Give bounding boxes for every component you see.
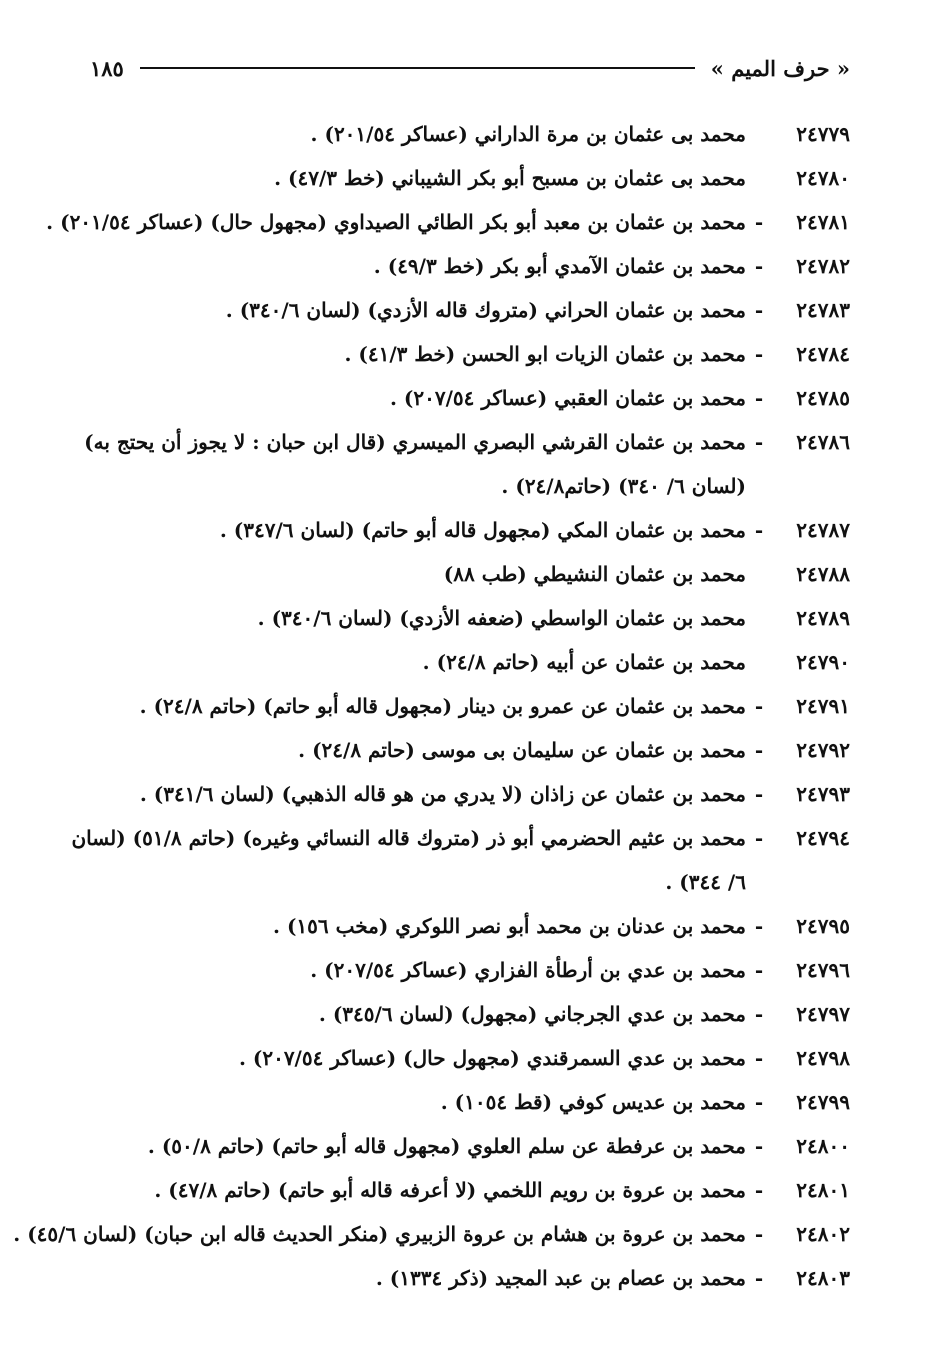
entry-number: ٢٤٧٨٩ [796,606,850,630]
entry-row [60,596,850,640]
entry-separator: - [754,1002,764,1026]
entry-text: محمد بن عثمان عن عمرو بن دينار (مجهول قاله أبو حاتم) (حاتم ٢٤/٨) . [139,694,746,718]
entry-text: محمد بن عدي السمرقندي (مجهول حال) (عساكر ٢٠٧/٥٤) . [238,1046,746,1070]
entry-number: ٢٤٧٨٣ [796,298,850,322]
entry-separator: - [754,1046,764,1070]
entry-number: ٢٤٧٩٥ [796,914,850,938]
entry-row [60,156,850,200]
entry-row [60,904,850,948]
entry-row [60,1080,850,1124]
entry-number: ٢٤٧٨٠ [796,166,850,190]
entry-text: محمد بن عثمان عن أبيه (حاتم ٢٤/٨) . [422,650,746,674]
entry-row [60,948,850,992]
entry-separator: - [754,782,764,806]
entry-row [46,200,850,244]
entry-text: محمد بن عرفطة عن سلم العلوي (مجهول قاله أبو حاتم) (حاتم ٥٠/٨) . [147,1134,746,1158]
entry-number: ٢٤٨٠٠ [796,1134,850,1158]
entry-number: ٢٤٧٩٩ [796,1090,850,1114]
entry-row [60,1168,850,1212]
entry-text: محمد بن عديس كوفي (قط ١٠٥٤) . [440,1090,746,1114]
entry-number: ٢٤٧٧٩ [796,122,850,146]
entry-row [60,332,850,376]
entry-row [60,420,850,508]
entry-text: محمد بى عثمان بن مرة الداراني (عساكر ٢٠١/٥٤) . [310,122,746,146]
entry-text: محمد بن عثمان النشيطي (طب ٨٨) [443,562,746,586]
entry-number: ٢٤٧٩٠ [796,650,850,674]
entry-number: ٢٤٧٩٨ [796,1046,850,1070]
entry-text: محمد بن عثيم الحضرمي أبو ذر (متروك قاله النسائي وغيره) (حاتم ٥١/٨) (لسان ٦/ ٣٤٤) . [71,826,746,894]
entry-text: محمد بن عثمان الآمدي أبو بكر (خط ٤٩/٣) . [373,254,746,278]
chapter-title: « حرف الميم » [710,55,850,81]
entry-row [60,112,850,156]
entry-row [60,1256,850,1300]
page-header [90,48,850,88]
entry-text: محمد بن عثمان القرشي البصري الميسري (قال ابن حبان : لا يجوز أن يحتج به) (لسان ٦/ ٣٤٠) (حاتم٢٤/٨) . [84,430,746,498]
entry-number: ٢٤٨٠١ [796,1178,850,1202]
entry-number: ٢٤٧٨١ [796,210,850,234]
entry-text: محمد بن عثمان بن معبد أبو بكر الطائي الصيداوي (مجهول حال) (عساكر ٢٠١/٥٤) . [46,210,746,234]
entry-row [60,1124,850,1168]
entry-number: ٢٤٧٨٨ [796,562,850,586]
entry-row [60,684,850,728]
entry-text: محمد بن عثمان الزيات ابو الحسن (خط ٤١/٣) . [344,342,746,366]
entry-text: محمد بن عدنان بن محمد أبو نصر اللوكري (مخب ١٥٦) . [273,914,746,938]
page-number: ١٨٥ [90,55,124,81]
entry-text: محمد بن عثمان الحراني (متروك قاله الأزدي) (لسان ٣٤٠/٦) . [225,298,746,322]
entry-separator: - [754,914,764,938]
entry-separator: - [754,738,764,762]
entry-list [13,112,850,1300]
entry-number: ٢٤٨٠٢ [796,1222,850,1246]
entry-row [60,1036,850,1080]
entry-number: ٢٤٧٨٥ [796,386,850,410]
entry-number: ٢٤٧٨٧ [796,518,850,542]
entry-text: محمد بن عروة بن رويم اللخمي (لا أعرفه قاله أبو حاتم) (حاتم ٤٧/٨) . [154,1178,746,1202]
entry-number: ٢٤٧٩٤ [796,826,850,850]
entry-row [60,288,850,332]
entry-number: ٢٤٧٨٦ [796,430,850,454]
entry-separator: - [754,430,764,454]
entry-separator: - [754,386,764,410]
entry-number: ٢٤٧٩٧ [796,1002,850,1026]
entry-row [60,992,850,1036]
entry-separator: - [754,1222,764,1246]
entry-separator: - [754,298,764,322]
entry-text: محمد بن عصام بن عبد المجيد (ذكر ١٣٣٤) . [375,1266,746,1290]
entry-separator: - [754,254,764,278]
entry-row [60,376,850,420]
entry-number: ٢٤٧٩٦ [796,958,850,982]
entry-number: ٢٤٧٩٢ [796,738,850,762]
entry-text: محمد بن عثمان الواسطي (ضعفه الأزدي) (لسان ٣٤٠/٦) . [257,606,746,630]
entry-separator: - [754,1134,764,1158]
header-rule [140,67,695,69]
entry-separator: - [754,518,764,542]
entry-separator: - [754,694,764,718]
entry-row [60,772,850,816]
entry-text: محمد بى عثمان بن مسبح أبو بكر الشيباني (خط ٤٧/٣) . [274,166,746,190]
entry-text: محمد بن عروة بن هشام بن عروة الزبيري (منكر الحديث قاله ابن حبان) (لسان ٤٥/٦) . [13,1222,746,1246]
entry-number: ٢٤٧٩٣ [796,782,850,806]
entry-row [60,728,850,772]
entry-number: ٢٤٧٨٢ [796,254,850,278]
entry-row [60,508,850,552]
entry-separator: - [754,958,764,982]
entry-text: محمد بن عثمان العقبي (عساكر ٢٠٧/٥٤) . [389,386,746,410]
entry-separator: - [754,826,764,850]
entry-row [60,552,850,596]
entry-separator: - [754,1178,764,1202]
entry-text: محمد بن عثمان المكي (مجهول قاله أبو حاتم) (لسان ٣٤٧/٦) . [219,518,746,542]
entry-text: محمد بن عدي بن أرطأة الفزاري (عساكر ٢٠٧/٥٤) . [310,958,746,982]
entry-row [60,244,850,288]
entry-separator: - [754,1090,764,1114]
entry-separator: - [754,342,764,366]
entry-text: محمد بن عثمان عن سليمان بى موسى (حاتم ٢٤/٨) . [298,738,746,762]
entry-row [60,640,850,684]
entry-text: محمد بن عثمان عن زاذان (لا يدري من هو قاله الذهبي) (لسان ٣٤١/٦) . [139,782,746,806]
entry-number: ٢٤٧٩١ [796,694,850,718]
entry-separator: - [754,1266,764,1290]
entry-number: ٢٤٨٠٣ [796,1266,850,1290]
entry-separator: - [754,210,764,234]
entry-text: محمد بن عدي الجرجاني (مجهول) (لسان ٣٤٥/٦) . [318,1002,746,1026]
entry-row [13,1212,850,1256]
entry-row [60,816,850,904]
entry-number: ٢٤٧٨٤ [796,342,850,366]
